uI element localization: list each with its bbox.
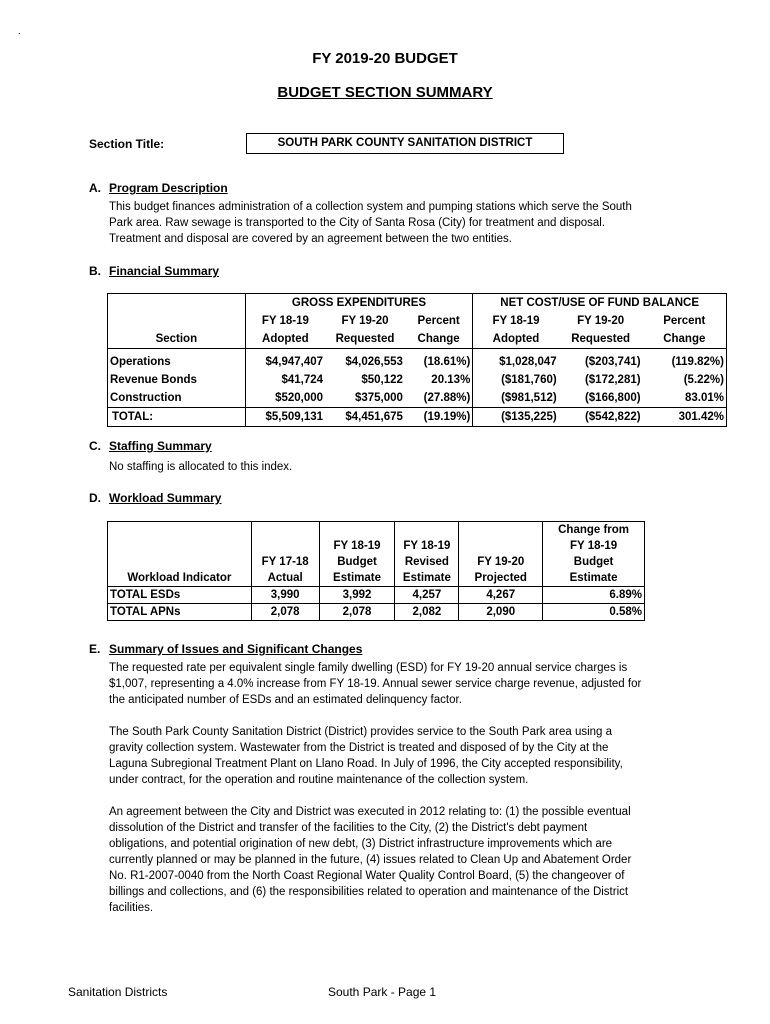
col-header: Actual <box>251 570 319 587</box>
cell: $4,026,553 <box>345 355 403 368</box>
table-row <box>108 353 727 371</box>
financial-summary-table <box>107 293 727 427</box>
cell: 301.42% <box>643 407 727 426</box>
paragraph-line: obligations, and potential origination of new debt, (3) District infrastructure improvements which are <box>109 838 613 850</box>
col-header: Projected <box>459 570 543 587</box>
paragraph-line: under contract, for the operation and routine maintenance of the collection system. <box>109 774 529 786</box>
cell: $41,724 <box>281 373 324 386</box>
page-subtitle: BUDGET SECTION SUMMARY <box>277 84 493 101</box>
col-header: FY 17-18 <box>251 554 319 570</box>
col-header: Adopted <box>473 330 559 349</box>
paragraph-line: billings and collections, and (6) the responsibilities related to operation and maintenance of the District <box>109 886 629 898</box>
cell: 0.58% <box>543 604 645 621</box>
cell: 4,267 <box>459 587 543 604</box>
col-header: Estimate <box>395 570 459 587</box>
col-header: Estimate <box>543 570 645 587</box>
col-header: Revised <box>395 554 459 570</box>
gross-expenditures-header: GROSS EXPENDITURES <box>245 294 473 313</box>
col-header: FY 19-20 <box>459 554 543 570</box>
cell: 3,992 <box>319 587 395 604</box>
col-header: Requested <box>325 330 405 349</box>
col-header: FY 18-19 <box>492 315 540 327</box>
paragraph-line: dissolution of the District and transfer of the facilities to the City, (2) the District's debt payment <box>109 822 588 834</box>
program-description-heading <box>89 181 228 195</box>
paragraph-line: the anticipated number of ESDs and an estimated delinquency factor. <box>109 694 462 706</box>
issues-paragraph-1 <box>109 660 689 708</box>
heading-letter: A. <box>89 181 101 195</box>
table-row <box>108 371 727 389</box>
cell: $375,000 <box>354 391 403 404</box>
row-label: TOTAL: <box>108 407 246 426</box>
heading-text: Financial Summary <box>109 264 220 278</box>
col-header: Budget <box>319 554 395 570</box>
financial-summary-heading <box>89 264 219 278</box>
col-header: FY 18-19 <box>261 315 309 327</box>
staffing-text: No staffing is allocated to this index. <box>109 461 293 473</box>
table-row <box>108 604 645 621</box>
cell: (18.61%) <box>405 353 473 371</box>
col-header: Estimate <box>319 570 395 587</box>
cell: 4,257 <box>395 587 459 604</box>
cell: 2,078 <box>251 604 319 621</box>
row-label: Operations <box>108 353 246 371</box>
heading-text: Staffing Summary <box>109 439 212 453</box>
row-label: Construction <box>108 389 246 408</box>
col-header: FY 19-20 <box>341 315 389 327</box>
col-header: Percent <box>643 312 727 330</box>
issues-paragraph-2 <box>109 724 689 788</box>
heading-letter: D. <box>89 491 101 505</box>
paragraph-line: $1,007, representing a 4.0% increase from FY 18-19. Annual sewer service charge revenue, adjusted for <box>109 678 642 690</box>
paragraph-line: gravity collection system. Wastewater from the District is treated and disposed of by the City at the <box>109 742 609 754</box>
cell: 2,082 <box>395 604 459 621</box>
cell: $520,000 <box>275 391 324 404</box>
section-title-label: Section Title: <box>89 137 165 151</box>
cell: 6.89% <box>543 587 645 604</box>
col-header: FY 18-19 <box>319 538 395 554</box>
heading-letter: C. <box>89 439 101 453</box>
cell: ($203,741) <box>584 355 641 368</box>
cell: ($172,281) <box>584 373 641 386</box>
col-header: Change <box>405 330 473 349</box>
section-title-value: SOUTH PARK COUNTY SANITATION DISTRICT <box>246 133 564 154</box>
paragraph-line: The requested rate per equivalent single family dwelling (ESD) for FY 19-20 annual service charges is <box>109 662 628 674</box>
indicator-col-header: Workload Indicator <box>108 570 252 587</box>
cell: (19.19%) <box>405 407 473 426</box>
cell: (5.22%) <box>643 371 727 389</box>
paragraph-line: An agreement between the City and District was executed in 2012 relating to: (1) the possible eventual <box>109 806 631 818</box>
cell: 3,990 <box>251 587 319 604</box>
footer-left: Sanitation Districts <box>68 985 168 999</box>
staffing-summary-heading <box>89 439 212 453</box>
paragraph-line: This budget finances administration of a collection system and pumping stations which serve the South <box>109 201 632 213</box>
col-header: Percent <box>405 312 473 330</box>
footer-page-number: South Park - Page 1 <box>328 985 437 999</box>
cell: 83.01% <box>643 389 727 408</box>
cell: ($166,800) <box>584 391 641 404</box>
paragraph-line: Park area. Raw sewage is transported to the City of Santa Rosa (City) for treatment and disposal. <box>109 217 606 229</box>
workload-summary-heading <box>89 491 221 505</box>
paragraph-line: The South Park County Sanitation District (District) provides service to the South Park area using a <box>109 726 613 738</box>
col-header: Budget <box>543 554 645 570</box>
program-description-text <box>109 199 689 247</box>
cell: 2,078 <box>319 604 395 621</box>
row-label: Revenue Bonds <box>108 371 246 389</box>
heading-letter: B. <box>89 264 101 278</box>
cell: ($981,512) <box>501 391 557 404</box>
paragraph-line: Laguna Subregional Treatment Plant on Llano Road. In July of 1996, the City accepted responsibility, <box>109 758 623 770</box>
paragraph-line: currently planned or may be planned in the future, (4) issues related to Clean Up and Abatement Order <box>109 854 632 866</box>
cell: ($542,822) <box>559 407 643 426</box>
heading-letter: E. <box>89 642 101 656</box>
paragraph-line: No. R1-2007-0040 from the North Coast Regional Water Quality Control Board, (5) the changeover of <box>109 870 625 882</box>
row-label: TOTAL ESDs <box>108 587 252 604</box>
paragraph-line: facilities. <box>109 902 154 914</box>
cell: $5,509,131 <box>245 407 325 426</box>
heading-text: Summary of Issues and Significant Changes <box>109 642 363 656</box>
cell: (119.82%) <box>643 353 727 371</box>
corner-mark: . <box>18 26 21 36</box>
issues-summary-heading <box>89 642 362 656</box>
cell: $4,947,407 <box>265 355 324 368</box>
table-row <box>108 587 645 604</box>
cell: ($135,225) <box>473 407 559 426</box>
paragraph-line: Treatment and disposal are covered by an agreement between the two entities. <box>109 233 512 245</box>
col-header: FY 19-20 <box>577 315 625 327</box>
workload-table <box>107 521 645 621</box>
col-header: FY 18-19 <box>395 538 459 554</box>
cell: $50,122 <box>361 373 403 386</box>
table-row <box>108 389 727 408</box>
heading-text: Program Description <box>109 181 228 195</box>
page-title: FY 2019-20 BUDGET <box>312 50 458 67</box>
cell: $1,028,047 <box>499 355 557 368</box>
col-header: Change <box>643 330 727 349</box>
heading-text: Workload Summary <box>109 491 222 505</box>
section-col-header: Section <box>108 330 246 349</box>
cell: 20.13% <box>405 371 473 389</box>
col-header: Change from <box>543 522 645 539</box>
col-header: FY 18-19 <box>543 538 645 554</box>
issues-paragraph-3 <box>109 804 689 916</box>
col-header: Requested <box>559 330 643 349</box>
col-header: Adopted <box>245 330 325 349</box>
cell: 2,090 <box>459 604 543 621</box>
cell: (27.88%) <box>405 389 473 408</box>
row-label: TOTAL APNs <box>108 604 252 621</box>
cell: $4,451,675 <box>325 407 405 426</box>
net-cost-header: NET COST/USE OF FUND BALANCE <box>473 294 727 313</box>
total-row <box>108 407 727 426</box>
cell: ($181,760) <box>501 373 557 386</box>
